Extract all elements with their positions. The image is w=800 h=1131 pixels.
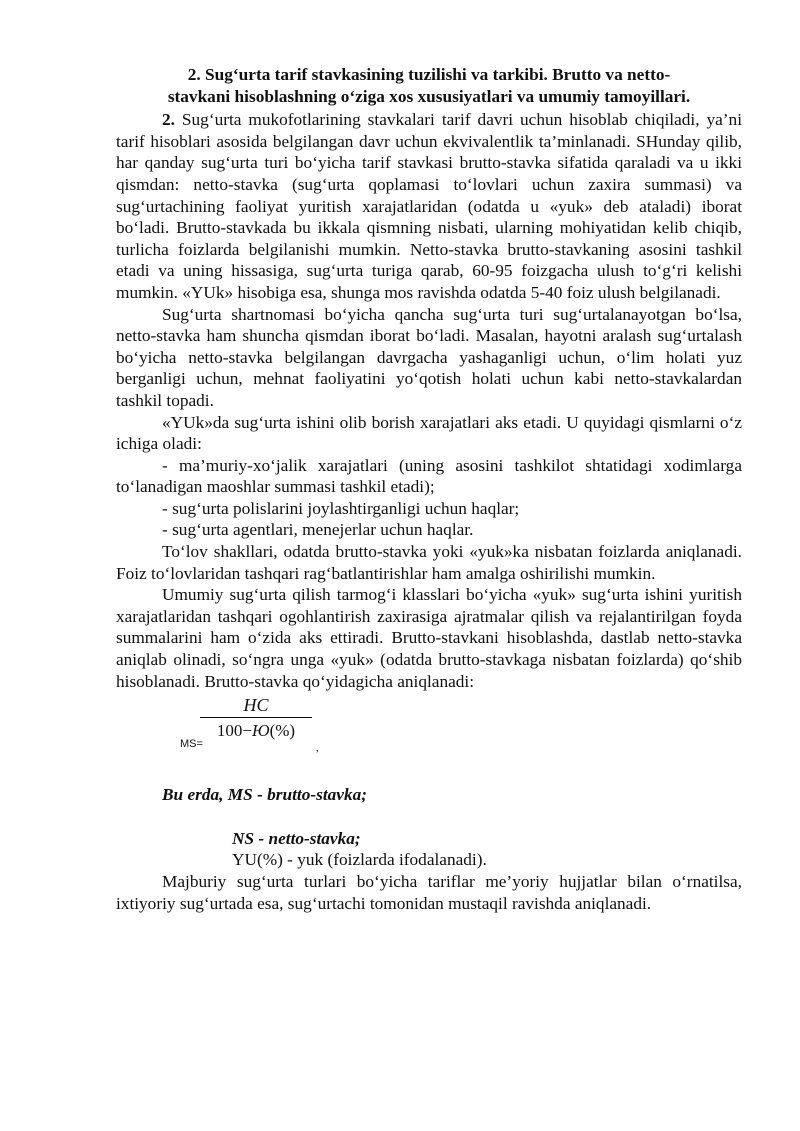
paragraph-1-number: 2. <box>162 110 175 130</box>
note-ns: NS - netto-stavka; <box>232 828 361 848</box>
paragraph-3: «YUk»da sugʻurta ishini olib borish xarajatlari aks etadi. U quyidagi qismlarni oʻz ichiga oladi: <box>116 412 742 454</box>
title-line-1: 2. Sugʻurta tarif stavkasining tuzilishi va tarkibi. Brutto va netto- <box>187 65 671 84</box>
denominator-variable: Ю <box>252 721 270 741</box>
formula-lhs: MS= <box>180 738 203 751</box>
list-item-3: - sugʻurta agentlari, menejerlar uchun haqlar. <box>162 520 474 540</box>
formula-fraction <box>200 694 312 742</box>
title-line-2: stavkani hisoblashning oʻziga xos xususiyatlari va umumiy tamoyillari. <box>167 86 691 106</box>
paragraph-5: Umumiy sugʻurta qilish tarmogʻi klasslari boʻyicha «yuk» sugʻurta ishini yuritish xarajatlaridan tashqari ogohlantirish zaxirasiga ajratmalar qilish va rejalantirilgan foyda summalarini ham oʻzida aks ettiradi. Brutto-stavkani hisoblashda, dastlab netto-stavka aniqlab olinadi, soʻngra unga «yuk» (odatda brutto-stavkaga nisbatan foizlarda) qoʻshib hisoblanadi. Brutto-stavka qoʻyidagicha aniqlanadi: <box>116 585 742 691</box>
paragraph-1 <box>116 109 742 303</box>
paragraph-2: Sugʻurta shartnomasi boʻyicha qancha sugʻurta turi sugʻurtalanayotgan boʻlsa, netto-stavka ham shuncha qismdan iborat boʻladi. Masalan, hayotni aralash sugʻurtalash boʻyicha netto-stavka belgilangan davrgacha yashaganligi uchun, oʻlim holati yuz berganligi uchun, mehnat faoliyatini yoʻqotish holati uchun kabi netto-stavkalardan tashkil topadi. <box>116 304 742 410</box>
note-yu: YU(%) - yuk (foizlarda ifodalanadi). <box>232 850 487 870</box>
document-page <box>116 64 742 914</box>
formula-trailing: , <box>316 742 319 755</box>
formula-denominator <box>200 720 312 742</box>
denominator-percent: (%) <box>269 721 296 741</box>
paragraph-1-text: Sugʻurta mukofotlarining stavkalari tarif davri uchun hisoblab chiqiladi, ya’ni tarif hisoblari asosida belgilangan davr uchun ekvivalentlik ta’minlanadi. SHunday qilib, har qanday sugʻurta turi boʻyicha tarif stavkasi brutto-stavka sifatida qaraladi va u ikki qismdan: netto-stavka (sugʻurta qoplamasi toʻlovlari uchun zaxira summasi) va sugʻurtachining faoliyat yuritish xarajatlaridan (odatda u «yuk» deb ataladi) iborat boʻladi. Brutto-stavkada bu ikkala qismning nisbati, ularning mohiyatidan kelib chiqib, turlicha foizlarda belgilanishi mumkin. Netto-stavka brutto-stavkaning asosini tashkil etadi va uning hissasiga, sugʻurta turiga qarab, 60-95 foizgacha ulush toʻgʻri kelishi mumkin. «YUk» hisobiga esa, shunga mos ravishda odatda 5-40 foiz ulush belgilanadi. <box>116 110 742 302</box>
section-title <box>116 64 742 107</box>
denominator-number: 100− <box>216 721 253 741</box>
paragraph-4: Toʻlov shakllari, odatda brutto-stavka yoki «yuk»ka nisbatan foizlarda aniqlanadi. Foiz toʻlovlaridan tashqari ragʻbatlantirishlar ham amalga oshirilishi mumkin. <box>116 542 742 583</box>
brutto-stavka-formula <box>116 694 742 756</box>
list-item-1: - ma’muriy-xoʻjalik xarajatlari (uning asosini tashkilot shtatidagi xodimlarga toʻlanadigan maoshlar summasi tashkil etadi); <box>116 455 742 497</box>
formula-numerator: HC <box>243 695 269 716</box>
paragraph-6: Majburiy sugʻurta turlari boʻyicha tariflar me’yoriy hujjatlar bilan oʻrnatilsa, ixtiyoriy sugʻurtada esa, sugʻurtachi tomonidan mustaqil ravishda aniqlanadi. <box>116 872 742 913</box>
list-item-2: - sugʻurta polislarini joylashtirganligi uchun haqlar; <box>162 498 520 518</box>
fraction-bar <box>200 717 312 718</box>
note-ms: Bu erda, MS - brutto-stavka; <box>162 785 367 805</box>
